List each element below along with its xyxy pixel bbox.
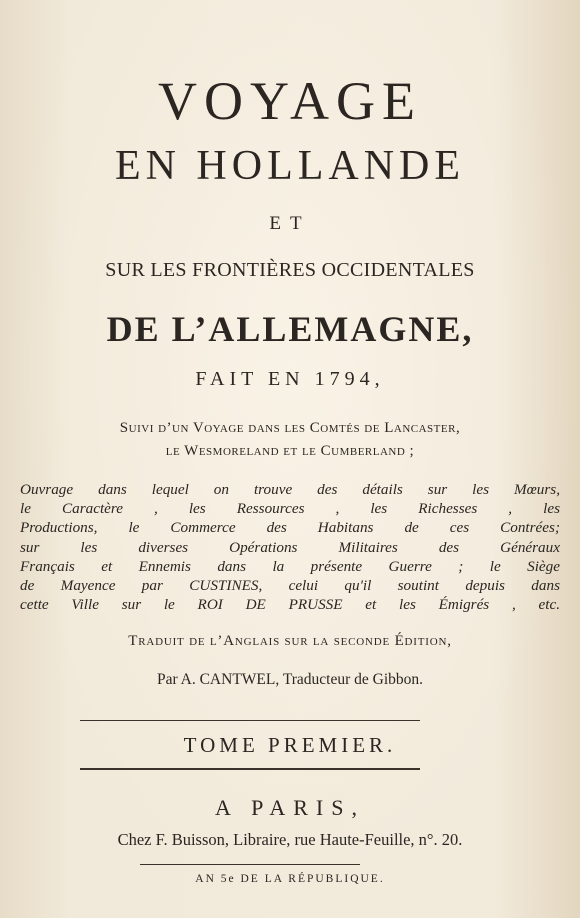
title-fait-en: FAIT EN 1794,	[195, 368, 385, 390]
divider-bottom	[80, 768, 420, 770]
description-block	[20, 480, 560, 614]
description-line: Français et Ennemis dans la présente Guerre ; le Siège	[20, 557, 560, 575]
description-line: sur les diverses Opérations Militaires des Généraux	[20, 538, 560, 556]
title-allemagne: DE L’ALLEMAGNE,	[106, 309, 474, 349]
description-line: le Caractère , les Ressources , les Richesses , les	[20, 500, 560, 518]
imprint-city: A PARIS,	[214, 795, 365, 820]
imprint-year: AN 5e DE LA RÉPUBLIQUE.	[195, 873, 385, 885]
subtitle-line-1: Suivi d’un Voyage dans les Comtés de Lancaster,	[119, 420, 461, 436]
description-line: de Mayence par CUSTINES, celui qu'il soutint depuis dans	[20, 577, 560, 595]
description-line: Productions, le Commerce des Habitans de ces Contrées;	[20, 519, 560, 537]
title-voyage: VOYAGE	[158, 71, 422, 131]
description-line: cette Ville sur le ROI DE PRUSSE et les Émigrés , etc.	[20, 596, 560, 614]
title-en-hollande: EN HOLLANDE	[114, 143, 466, 189]
subtitle-line-2: le Wesmoreland et le Cumberland ;	[165, 443, 415, 459]
title-et: ET	[269, 213, 311, 234]
translator: Par A. CANTWEL, Traducteur de Gibbon.	[156, 671, 424, 688]
divider-top	[80, 720, 420, 721]
imprint-publisher: Chez F. Buisson, Libraire, rue Haute-Feuille, n°. 20.	[117, 830, 463, 849]
translated-from: Traduit de l’Anglais sur la seconde Édition,	[128, 633, 452, 649]
divider-imprint	[140, 864, 360, 865]
title-frontieres: SUR LES FRONTIÈRES OCCIDENTALES	[105, 259, 475, 281]
description-line: Ouvrage dans lequel on trouve des détails sur les Mœurs,	[20, 481, 560, 498]
volume-label: TOME PREMIER.	[183, 733, 397, 757]
